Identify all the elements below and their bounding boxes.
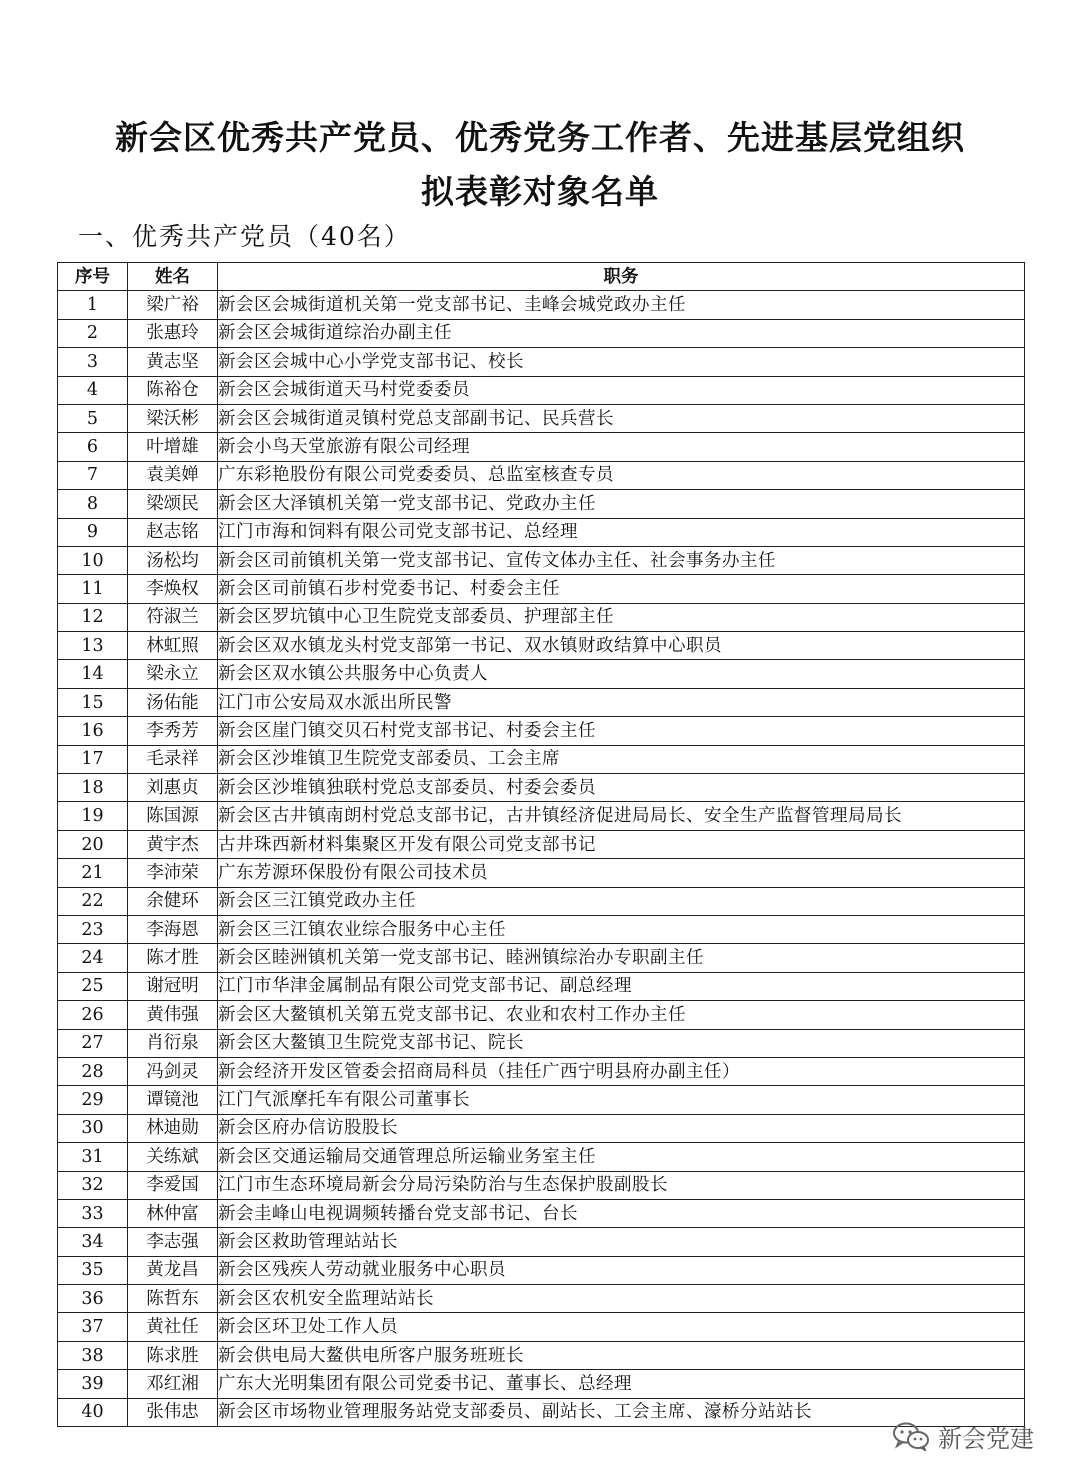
row-name: 陈哲东 xyxy=(128,1285,218,1313)
row-name: 黄龙昌 xyxy=(128,1256,218,1284)
row-name: 黄志坚 xyxy=(128,348,218,376)
row-index: 12 xyxy=(58,603,128,631)
row-position: 广东大光明集团有限公司党委书记、董事长、总经理 xyxy=(218,1370,1025,1398)
row-name: 李爱国 xyxy=(128,1171,218,1199)
table-row xyxy=(58,1029,1025,1057)
table-row xyxy=(58,915,1025,943)
document-title-line2: 拟表彰对象名单 xyxy=(421,172,659,211)
row-name: 冯剑灵 xyxy=(128,1057,218,1085)
row-position: 古井珠西新材料集聚区开发有限公司党支部书记 xyxy=(218,830,1025,858)
row-name: 谢冠明 xyxy=(128,972,218,1000)
row-index: 25 xyxy=(58,972,128,1000)
row-index: 7 xyxy=(58,461,128,489)
row-name: 陈国源 xyxy=(128,802,218,830)
row-index: 21 xyxy=(58,859,128,887)
row-name: 陈才胜 xyxy=(128,944,218,972)
row-position: 新会区会城街道机关第一党支部书记、圭峰会城党政办主任 xyxy=(218,291,1025,319)
table-row xyxy=(58,1341,1025,1369)
row-index: 35 xyxy=(58,1256,128,1284)
table-row xyxy=(58,1398,1025,1426)
row-name: 李秀芳 xyxy=(128,717,218,745)
row-name: 肖衍泉 xyxy=(128,1029,218,1057)
honoree-table xyxy=(57,262,1025,1427)
table-row xyxy=(58,1313,1025,1341)
row-name: 梁沃彬 xyxy=(128,404,218,432)
row-name: 陈求胜 xyxy=(128,1341,218,1369)
row-name: 叶增雄 xyxy=(128,433,218,461)
row-index: 19 xyxy=(58,802,128,830)
row-position: 新会区崖门镇交贝石村党支部书记、村委会主任 xyxy=(218,717,1025,745)
row-position: 新会区交通运输局交通管理总所运输业务室主任 xyxy=(218,1143,1025,1171)
row-index: 24 xyxy=(58,944,128,972)
row-index: 27 xyxy=(58,1029,128,1057)
table-row xyxy=(58,632,1025,660)
table-row xyxy=(58,1256,1025,1284)
row-position: 新会区睦洲镇机关第一党支部书记、睦洲镇综治办专职副主任 xyxy=(218,944,1025,972)
table-row xyxy=(58,1199,1025,1227)
row-position: 新会区环卫处工作人员 xyxy=(218,1313,1025,1341)
row-position: 新会区会城街道灵镇村党总支部副书记、民兵营长 xyxy=(218,404,1025,432)
table-row xyxy=(58,1001,1025,1029)
row-name: 梁广裕 xyxy=(128,291,218,319)
row-name: 李沛荣 xyxy=(128,859,218,887)
table-row xyxy=(58,717,1025,745)
row-position: 新会区农机安全监理站站长 xyxy=(218,1285,1025,1313)
row-name: 林仲富 xyxy=(128,1199,218,1227)
table-row xyxy=(58,887,1025,915)
table-row xyxy=(58,1285,1025,1313)
row-index: 14 xyxy=(58,660,128,688)
row-index: 18 xyxy=(58,774,128,802)
row-index: 20 xyxy=(58,830,128,858)
table-row xyxy=(58,859,1025,887)
document-title-line1: 新会区优秀共产党员、优秀党务工作者、先进基层党组织 xyxy=(115,118,965,157)
row-name: 汤佑能 xyxy=(128,688,218,716)
row-name: 陈裕仓 xyxy=(128,376,218,404)
row-index: 40 xyxy=(58,1398,128,1426)
row-index: 2 xyxy=(58,319,128,347)
row-position: 新会区府办信访股股长 xyxy=(218,1114,1025,1142)
table-row xyxy=(58,944,1025,972)
row-position: 广东彩艳股份有限公司党委委员、总监室核查专员 xyxy=(218,461,1025,489)
row-position: 广东芳源环保股份有限公司技术员 xyxy=(218,859,1025,887)
table-row xyxy=(58,774,1025,802)
table-row xyxy=(58,830,1025,858)
table-row xyxy=(58,490,1025,518)
watermark-text: 新会党建 xyxy=(938,1424,1034,1453)
row-index: 31 xyxy=(58,1143,128,1171)
row-index: 17 xyxy=(58,745,128,773)
section-heading: 一、优秀共产党员（40名） xyxy=(78,222,411,251)
row-name: 李海恩 xyxy=(128,915,218,943)
row-name: 李志强 xyxy=(128,1228,218,1256)
row-position: 新会区双水镇公共服务中心负责人 xyxy=(218,660,1025,688)
row-index: 8 xyxy=(58,490,128,518)
table-row xyxy=(58,1057,1025,1085)
table-row xyxy=(58,972,1025,1000)
row-index: 1 xyxy=(58,291,128,319)
row-position: 新会区三江镇党政办主任 xyxy=(218,887,1025,915)
row-position: 江门市海和饲料有限公司党支部书记、总经理 xyxy=(218,518,1025,546)
table-row xyxy=(58,1086,1025,1114)
header-position: 职务 xyxy=(218,263,1025,291)
row-index: 16 xyxy=(58,717,128,745)
row-index: 39 xyxy=(58,1370,128,1398)
row-name: 张伟忠 xyxy=(128,1398,218,1426)
row-position: 江门市华津金属制品有限公司党支部书记、副总经理 xyxy=(218,972,1025,1000)
row-position: 江门市生态环境局新会分局污染防治与生态保护股副股长 xyxy=(218,1171,1025,1199)
row-index: 6 xyxy=(58,433,128,461)
row-index: 13 xyxy=(58,632,128,660)
table-row xyxy=(58,1228,1025,1256)
row-name: 梁颂民 xyxy=(128,490,218,518)
row-index: 34 xyxy=(58,1228,128,1256)
row-index: 5 xyxy=(58,404,128,432)
row-index: 28 xyxy=(58,1057,128,1085)
table-row xyxy=(58,745,1025,773)
row-index: 23 xyxy=(58,915,128,943)
row-name: 汤松均 xyxy=(128,546,218,574)
row-index: 3 xyxy=(58,348,128,376)
row-position: 新会区救助管理站站长 xyxy=(218,1228,1025,1256)
row-index: 22 xyxy=(58,887,128,915)
row-position: 新会小鸟天堂旅游有限公司经理 xyxy=(218,433,1025,461)
row-index: 38 xyxy=(58,1341,128,1369)
row-position: 新会区会城街道综治办副主任 xyxy=(218,319,1025,347)
table-row xyxy=(58,461,1025,489)
row-name: 林虹照 xyxy=(128,632,218,660)
row-index: 37 xyxy=(58,1313,128,1341)
wechat-icon xyxy=(892,1421,930,1451)
row-name: 梁永立 xyxy=(128,660,218,688)
table-row xyxy=(58,1143,1025,1171)
row-position: 新会区大鳌镇卫生院党支部书记、院长 xyxy=(218,1029,1025,1057)
header-name: 姓名 xyxy=(128,263,218,291)
table-row xyxy=(58,802,1025,830)
row-index: 11 xyxy=(58,575,128,603)
row-name: 符淑兰 xyxy=(128,603,218,631)
row-position: 新会区大泽镇机关第一党支部书记、党政办主任 xyxy=(218,490,1025,518)
row-position: 新会区会城中心小学党支部书记、校长 xyxy=(218,348,1025,376)
table-row xyxy=(58,348,1025,376)
row-index: 30 xyxy=(58,1114,128,1142)
row-position: 新会圭峰山电视调频转播台党支部书记、台长 xyxy=(218,1199,1025,1227)
row-name: 毛录祥 xyxy=(128,745,218,773)
row-position: 新会区残疾人劳动就业服务中心职员 xyxy=(218,1256,1025,1284)
row-position: 新会区司前镇机关第一党支部书记、宣传文体办主任、社会事务办主任 xyxy=(218,546,1025,574)
row-position: 新会区沙堆镇卫生院党支部委员、工会主席 xyxy=(218,745,1025,773)
row-index: 10 xyxy=(58,546,128,574)
row-position: 江门气派摩托车有限公司董事长 xyxy=(218,1086,1025,1114)
row-name: 林迪勋 xyxy=(128,1114,218,1142)
table-row xyxy=(58,319,1025,347)
watermark xyxy=(892,1418,1034,1454)
row-name: 黄宇杰 xyxy=(128,830,218,858)
row-name: 谭镜池 xyxy=(128,1086,218,1114)
row-position: 新会区会城街道天马村党委委员 xyxy=(218,376,1025,404)
row-index: 4 xyxy=(58,376,128,404)
table-row xyxy=(58,518,1025,546)
row-name: 刘惠贞 xyxy=(128,774,218,802)
table-header-row xyxy=(58,263,1025,291)
table-row xyxy=(58,1114,1025,1142)
table-row xyxy=(58,660,1025,688)
table-row xyxy=(58,291,1025,319)
row-name: 黄社任 xyxy=(128,1313,218,1341)
row-index: 29 xyxy=(58,1086,128,1114)
row-position: 新会区罗坑镇中心卫生院党支部委员、护理部主任 xyxy=(218,603,1025,631)
row-index: 36 xyxy=(58,1285,128,1313)
row-position: 新会区双水镇龙头村党支部第一书记、双水镇财政结算中心职员 xyxy=(218,632,1025,660)
table-row xyxy=(58,376,1025,404)
row-index: 9 xyxy=(58,518,128,546)
row-position: 新会区古井镇南朗村党总支部书记，古井镇经济促进局局长、安全生产监督管理局局长 xyxy=(218,802,1025,830)
row-name: 邓红湘 xyxy=(128,1370,218,1398)
table-row xyxy=(58,433,1025,461)
row-position: 新会区司前镇石步村党委书记、村委会主任 xyxy=(218,575,1025,603)
row-index: 32 xyxy=(58,1171,128,1199)
row-position: 新会区沙堆镇独联村党总支部委员、村委会委员 xyxy=(218,774,1025,802)
row-name: 李焕权 xyxy=(128,575,218,603)
row-index: 15 xyxy=(58,688,128,716)
table-row xyxy=(58,404,1025,432)
row-name: 赵志铭 xyxy=(128,518,218,546)
row-position: 新会供电局大鳌供电所客户服务班班长 xyxy=(218,1341,1025,1369)
table-row xyxy=(58,546,1025,574)
table-row xyxy=(58,688,1025,716)
row-name: 余健环 xyxy=(128,887,218,915)
row-index: 26 xyxy=(58,1001,128,1029)
row-position: 新会区市场物业管理服务站党支部委员、副站长、工会主席、濠桥分站站长 xyxy=(218,1398,1025,1426)
table-row xyxy=(58,1171,1025,1199)
row-name: 关练斌 xyxy=(128,1143,218,1171)
table-row xyxy=(58,603,1025,631)
table-row xyxy=(58,575,1025,603)
row-position: 新会经济开发区管委会招商局科员（挂任广西宁明县府办副主任） xyxy=(218,1057,1025,1085)
row-name: 张惠玲 xyxy=(128,319,218,347)
row-position: 新会区三江镇农业综合服务中心主任 xyxy=(218,915,1025,943)
row-position: 江门市公安局双水派出所民警 xyxy=(218,688,1025,716)
row-name: 黄伟强 xyxy=(128,1001,218,1029)
table-row xyxy=(58,1370,1025,1398)
row-name: 袁美婵 xyxy=(128,461,218,489)
row-position: 新会区大鳌镇机关第五党支部书记、农业和农村工作办主任 xyxy=(218,1001,1025,1029)
row-index: 33 xyxy=(58,1199,128,1227)
header-index: 序号 xyxy=(58,263,128,291)
